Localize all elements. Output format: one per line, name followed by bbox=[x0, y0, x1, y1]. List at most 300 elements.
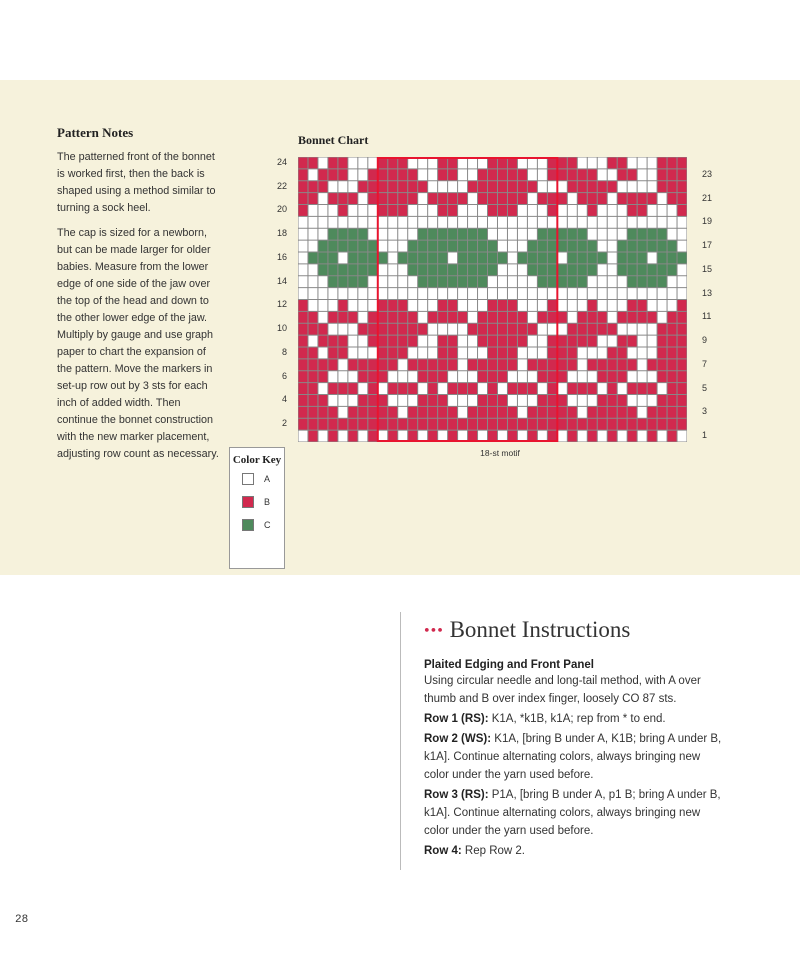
chart-cell bbox=[318, 431, 327, 442]
chart-cell bbox=[678, 169, 687, 180]
chart-cell bbox=[338, 276, 347, 287]
chart-cell bbox=[568, 312, 577, 323]
chart-cell bbox=[538, 288, 547, 299]
chart-cell bbox=[348, 324, 357, 335]
row-label-right: 3 bbox=[702, 406, 708, 417]
chart-cell bbox=[538, 229, 547, 240]
chart-cell bbox=[468, 359, 477, 370]
chart-cell bbox=[438, 336, 447, 347]
chart-cell bbox=[678, 241, 687, 252]
chart-cell bbox=[328, 288, 337, 299]
chart-cell bbox=[398, 253, 407, 264]
chart-cell bbox=[468, 276, 477, 287]
chart-cell bbox=[408, 371, 417, 382]
chart-cell bbox=[498, 276, 507, 287]
chart-cell bbox=[678, 181, 687, 192]
chart-cell bbox=[598, 359, 607, 370]
chart-cell bbox=[448, 431, 457, 442]
chart-cell bbox=[368, 395, 377, 406]
chart-cell bbox=[368, 383, 377, 394]
chart-cell bbox=[478, 383, 487, 394]
chart-cell bbox=[358, 383, 367, 394]
chart-cell bbox=[538, 324, 547, 335]
chart-cell bbox=[658, 419, 667, 430]
chart-cell bbox=[348, 241, 357, 252]
chart-cell bbox=[668, 348, 677, 359]
chart-cell bbox=[568, 169, 577, 180]
chart-cell bbox=[648, 300, 657, 311]
chart-cell bbox=[558, 264, 567, 275]
chart-cell bbox=[678, 371, 687, 382]
chart-cell bbox=[568, 205, 577, 216]
row-label-left: 20 bbox=[276, 204, 287, 215]
chart-cell bbox=[498, 288, 507, 299]
chart-cell bbox=[678, 407, 687, 418]
chart-cell bbox=[618, 359, 627, 370]
chart-cell bbox=[318, 348, 327, 359]
chart-cell bbox=[478, 169, 487, 180]
chart-cell bbox=[308, 324, 317, 335]
chart-cell bbox=[378, 205, 387, 216]
chart-cell bbox=[628, 348, 637, 359]
chart-cell bbox=[608, 288, 617, 299]
chart-cell bbox=[658, 288, 667, 299]
chart-cell bbox=[318, 181, 327, 192]
pattern-notes-heading: Pattern Notes bbox=[57, 125, 134, 140]
chart-cell bbox=[578, 407, 587, 418]
pattern-notes bbox=[57, 125, 222, 471]
chart-cell bbox=[548, 288, 557, 299]
chart-cell bbox=[518, 264, 527, 275]
chart-cell bbox=[328, 229, 337, 240]
chart-cell bbox=[628, 276, 637, 287]
chart-cell bbox=[528, 348, 537, 359]
chart-cell bbox=[398, 407, 407, 418]
chart-cell bbox=[648, 419, 657, 430]
chart-cell bbox=[348, 383, 357, 394]
chart-cell bbox=[648, 395, 657, 406]
chart-cell bbox=[308, 431, 317, 442]
chart-cell bbox=[398, 264, 407, 275]
chart-cell bbox=[618, 324, 627, 335]
chart-cell bbox=[588, 229, 597, 240]
chart-cell bbox=[328, 348, 337, 359]
chart-cell bbox=[328, 169, 337, 180]
chart-cell bbox=[318, 217, 327, 228]
chart-cell bbox=[299, 359, 308, 370]
chart-cell bbox=[438, 217, 447, 228]
chart-cell bbox=[598, 324, 607, 335]
chart-cell bbox=[598, 169, 607, 180]
chart-cell bbox=[468, 229, 477, 240]
chart-cell bbox=[348, 371, 357, 382]
chart-cell bbox=[418, 169, 427, 180]
color-key-label-b: B bbox=[264, 497, 271, 507]
chart-cell bbox=[348, 348, 357, 359]
chart-cell bbox=[588, 348, 597, 359]
chart-cell bbox=[308, 300, 317, 311]
chart-cell bbox=[518, 419, 527, 430]
chart-cell bbox=[628, 253, 637, 264]
chart-cell bbox=[508, 169, 517, 180]
chart-cell bbox=[558, 253, 567, 264]
chart-cell bbox=[348, 229, 357, 240]
chart-cell bbox=[638, 359, 647, 370]
row-label-right: 11 bbox=[702, 311, 712, 322]
chart-cell bbox=[338, 169, 347, 180]
chart-cell bbox=[578, 158, 587, 169]
chart-cell bbox=[648, 336, 657, 347]
chart-cell bbox=[328, 300, 337, 311]
chart-cell bbox=[578, 241, 587, 252]
chart-cell bbox=[428, 383, 437, 394]
chart-cell bbox=[528, 336, 537, 347]
chart-cell bbox=[428, 253, 437, 264]
chart-cell bbox=[558, 312, 567, 323]
chart-cell bbox=[418, 431, 427, 442]
chart-cell bbox=[458, 336, 467, 347]
chart-cell bbox=[378, 359, 387, 370]
chart-cell bbox=[308, 336, 317, 347]
chart-cell bbox=[528, 181, 537, 192]
chart-cell bbox=[508, 276, 517, 287]
chart-cell bbox=[478, 158, 487, 169]
chart-cell bbox=[558, 169, 567, 180]
chart-cell bbox=[308, 359, 317, 370]
chart-cell bbox=[318, 407, 327, 418]
chart-cell bbox=[608, 217, 617, 228]
chart-cell bbox=[518, 371, 527, 382]
chart-cell bbox=[608, 241, 617, 252]
color-key bbox=[229, 447, 285, 569]
chart-cell bbox=[378, 288, 387, 299]
chart-cell bbox=[578, 395, 587, 406]
chart-cell bbox=[558, 348, 567, 359]
chart-cell bbox=[568, 395, 577, 406]
chart-cell bbox=[618, 336, 627, 347]
chart-cell bbox=[538, 348, 547, 359]
chart-cell bbox=[428, 371, 437, 382]
chart-cell bbox=[508, 395, 517, 406]
chart-cell bbox=[308, 276, 317, 287]
chart-cell bbox=[408, 276, 417, 287]
chart-cell bbox=[418, 217, 427, 228]
chart-cell bbox=[618, 181, 627, 192]
chart-cell bbox=[568, 217, 577, 228]
chart-cell bbox=[408, 205, 417, 216]
chart-cell bbox=[498, 264, 507, 275]
chart-cell bbox=[538, 300, 547, 311]
chart-cell bbox=[518, 431, 527, 442]
row-label-right: 5 bbox=[702, 382, 708, 393]
chart-cell bbox=[488, 253, 497, 264]
chart-cell bbox=[658, 253, 667, 264]
chart-cell bbox=[548, 241, 557, 252]
chart-cell bbox=[338, 241, 347, 252]
chart-cell bbox=[648, 217, 657, 228]
chart-cell bbox=[528, 312, 537, 323]
chart-cell bbox=[378, 324, 387, 335]
chart-cell bbox=[308, 229, 317, 240]
chart-cell bbox=[548, 395, 557, 406]
chart-cell bbox=[588, 288, 597, 299]
chart-cell bbox=[348, 300, 357, 311]
chart-cell bbox=[358, 348, 367, 359]
chart-cell bbox=[328, 407, 337, 418]
chart-cell bbox=[378, 264, 387, 275]
chart-cell bbox=[528, 288, 537, 299]
chart-cell bbox=[638, 431, 647, 442]
chart-cell bbox=[488, 205, 497, 216]
chart-cell bbox=[448, 217, 457, 228]
chart-cell bbox=[318, 419, 327, 430]
chart-cell bbox=[358, 241, 367, 252]
chart-cell bbox=[458, 419, 467, 430]
chart-cell bbox=[678, 348, 687, 359]
chart-cell bbox=[508, 324, 517, 335]
chart-cell bbox=[408, 395, 417, 406]
chart-cell bbox=[508, 419, 517, 430]
chart-cell bbox=[618, 276, 627, 287]
chart-cell bbox=[458, 181, 467, 192]
chart-cell bbox=[348, 158, 357, 169]
chart-cell bbox=[299, 312, 308, 323]
chart-cell bbox=[638, 407, 647, 418]
chart-cell bbox=[658, 348, 667, 359]
chart-cell bbox=[528, 158, 537, 169]
chart-cell bbox=[308, 395, 317, 406]
row-4-text: Rep Row 2. bbox=[464, 845, 525, 857]
chart-cell bbox=[418, 312, 427, 323]
chart-cell bbox=[388, 181, 397, 192]
chart-cell bbox=[488, 193, 497, 204]
chart-cell bbox=[338, 395, 347, 406]
chart-cell bbox=[348, 169, 357, 180]
chart-cell bbox=[648, 241, 657, 252]
chart-cell bbox=[299, 241, 308, 252]
chart-cell bbox=[508, 288, 517, 299]
chart-cell bbox=[378, 158, 387, 169]
chart-cell bbox=[678, 383, 687, 394]
chart-cell bbox=[608, 371, 617, 382]
chart-cell bbox=[299, 288, 308, 299]
chart-cell bbox=[668, 181, 677, 192]
chart-cell bbox=[648, 205, 657, 216]
row-label-right: 23 bbox=[702, 168, 713, 179]
chart-cell bbox=[418, 359, 427, 370]
chart-cell bbox=[358, 407, 367, 418]
chart-cell bbox=[478, 431, 487, 442]
chart-cell bbox=[388, 359, 397, 370]
chart-cell bbox=[428, 158, 437, 169]
chart-cell bbox=[518, 288, 527, 299]
chart-cell bbox=[438, 205, 447, 216]
chart-cell bbox=[448, 395, 457, 406]
chart-cell bbox=[608, 264, 617, 275]
chart-cell bbox=[418, 336, 427, 347]
chart-cell bbox=[408, 288, 417, 299]
chart-cell bbox=[588, 383, 597, 394]
chart-cell bbox=[338, 419, 347, 430]
chart-cell bbox=[668, 371, 677, 382]
chart-cell bbox=[658, 407, 667, 418]
chart-cell bbox=[308, 419, 317, 430]
chart-cell bbox=[338, 324, 347, 335]
chart-cell bbox=[358, 193, 367, 204]
chart-cell bbox=[398, 300, 407, 311]
row-label-left: 14 bbox=[276, 275, 287, 286]
chart-cell bbox=[678, 300, 687, 311]
chart-cell bbox=[548, 205, 557, 216]
chart-cell bbox=[638, 383, 647, 394]
chart-cell bbox=[658, 217, 667, 228]
chart-cell bbox=[668, 205, 677, 216]
chart-cell bbox=[498, 181, 507, 192]
chart-cell bbox=[428, 348, 437, 359]
chart-cell bbox=[488, 217, 497, 228]
row-label-left: 10 bbox=[276, 323, 287, 334]
chart-cell bbox=[338, 253, 347, 264]
chart-cell bbox=[398, 193, 407, 204]
chart-cell bbox=[338, 383, 347, 394]
chart-cell bbox=[368, 336, 377, 347]
chart-cell bbox=[638, 371, 647, 382]
chart-cell bbox=[538, 193, 547, 204]
chart-cell bbox=[318, 383, 327, 394]
chart-cell bbox=[628, 371, 637, 382]
chart-cell bbox=[548, 276, 557, 287]
chart-cell bbox=[518, 181, 527, 192]
chart-cell bbox=[328, 336, 337, 347]
chart-cell bbox=[518, 324, 527, 335]
chart-cell bbox=[558, 407, 567, 418]
chart-cell bbox=[438, 312, 447, 323]
chart-cell bbox=[468, 193, 477, 204]
chart-cell bbox=[338, 359, 347, 370]
chart-cell bbox=[478, 229, 487, 240]
chart-cell bbox=[638, 193, 647, 204]
chart-cell bbox=[528, 169, 537, 180]
chart-cell bbox=[548, 431, 557, 442]
chart-cell bbox=[438, 253, 447, 264]
chart-cell bbox=[508, 264, 517, 275]
chart-cell bbox=[328, 193, 337, 204]
chart-cell bbox=[648, 312, 657, 323]
chart-cell bbox=[408, 407, 417, 418]
row-label-left: 2 bbox=[281, 418, 287, 429]
chart-cell bbox=[388, 205, 397, 216]
chart-cell bbox=[518, 359, 527, 370]
chart-cell bbox=[528, 395, 537, 406]
chart-cell bbox=[498, 229, 507, 240]
chart-cell bbox=[558, 336, 567, 347]
row-1-text: K1A, *k1B, k1A; rep from * to end. bbox=[491, 713, 666, 725]
chart-cell bbox=[598, 253, 607, 264]
chart-cell bbox=[618, 348, 627, 359]
chart-cell bbox=[658, 181, 667, 192]
chart-cell bbox=[358, 253, 367, 264]
row-3-text: P1A, [bring B under A, p1 B; bring A under B, k1A]. Continue alternating colors, always bringing new color under the yarn used before. bbox=[424, 789, 721, 837]
chart-cell bbox=[548, 229, 557, 240]
chart-cell bbox=[398, 312, 407, 323]
chart-cell bbox=[628, 312, 637, 323]
chart-cell bbox=[638, 348, 647, 359]
chart-cell bbox=[608, 395, 617, 406]
chart-cell bbox=[448, 300, 457, 311]
chart-cell bbox=[348, 205, 357, 216]
chart-cell bbox=[518, 253, 527, 264]
chart-cell bbox=[488, 359, 497, 370]
chart-cell bbox=[318, 312, 327, 323]
chart-cell bbox=[658, 336, 667, 347]
chart-cell bbox=[648, 158, 657, 169]
chart-cell bbox=[608, 431, 617, 442]
chart-cell bbox=[448, 158, 457, 169]
chart-cell bbox=[368, 253, 377, 264]
chart-cell bbox=[348, 253, 357, 264]
chart-cell bbox=[428, 431, 437, 442]
chart-cell bbox=[308, 348, 317, 359]
row-label-right: 13 bbox=[702, 287, 713, 298]
chart-cell bbox=[658, 371, 667, 382]
chart-cell bbox=[668, 407, 677, 418]
chart-cell bbox=[418, 288, 427, 299]
chart-cell bbox=[358, 312, 367, 323]
chart-cell bbox=[358, 169, 367, 180]
chart-cell bbox=[618, 371, 627, 382]
chart-cell bbox=[588, 253, 597, 264]
chart-cell bbox=[558, 300, 567, 311]
chart-cell bbox=[498, 336, 507, 347]
chart-cell bbox=[618, 395, 627, 406]
chart-cell bbox=[658, 312, 667, 323]
chart-cell bbox=[328, 324, 337, 335]
chart-cell bbox=[378, 371, 387, 382]
chart-cell bbox=[398, 288, 407, 299]
chart-cell bbox=[628, 169, 637, 180]
chart-cell bbox=[598, 336, 607, 347]
chart-cell bbox=[378, 241, 387, 252]
chart-cell bbox=[458, 371, 467, 382]
chart-cell bbox=[348, 359, 357, 370]
row-label-left: 8 bbox=[281, 346, 287, 357]
chart-cell bbox=[588, 312, 597, 323]
chart-cell bbox=[668, 324, 677, 335]
chart-cell bbox=[408, 158, 417, 169]
chart-cell bbox=[668, 395, 677, 406]
chart-cell bbox=[458, 288, 467, 299]
chart-cell bbox=[618, 205, 627, 216]
chart-cell bbox=[668, 169, 677, 180]
chart-cell bbox=[299, 253, 308, 264]
chart-cell bbox=[448, 312, 457, 323]
chart-cell bbox=[478, 205, 487, 216]
chart-cell bbox=[488, 169, 497, 180]
chart-cell bbox=[388, 241, 397, 252]
chart-cell bbox=[608, 348, 617, 359]
chart-cell bbox=[488, 371, 497, 382]
chart-cell bbox=[408, 419, 417, 430]
chart-cell bbox=[598, 217, 607, 228]
chart-cell bbox=[438, 276, 447, 287]
row-label-right: 19 bbox=[702, 216, 713, 227]
chart-cell bbox=[588, 300, 597, 311]
chart-cell bbox=[348, 193, 357, 204]
chart-cell bbox=[358, 288, 367, 299]
chart-cell bbox=[368, 181, 377, 192]
chart-cell bbox=[478, 419, 487, 430]
chart-cell bbox=[588, 419, 597, 430]
